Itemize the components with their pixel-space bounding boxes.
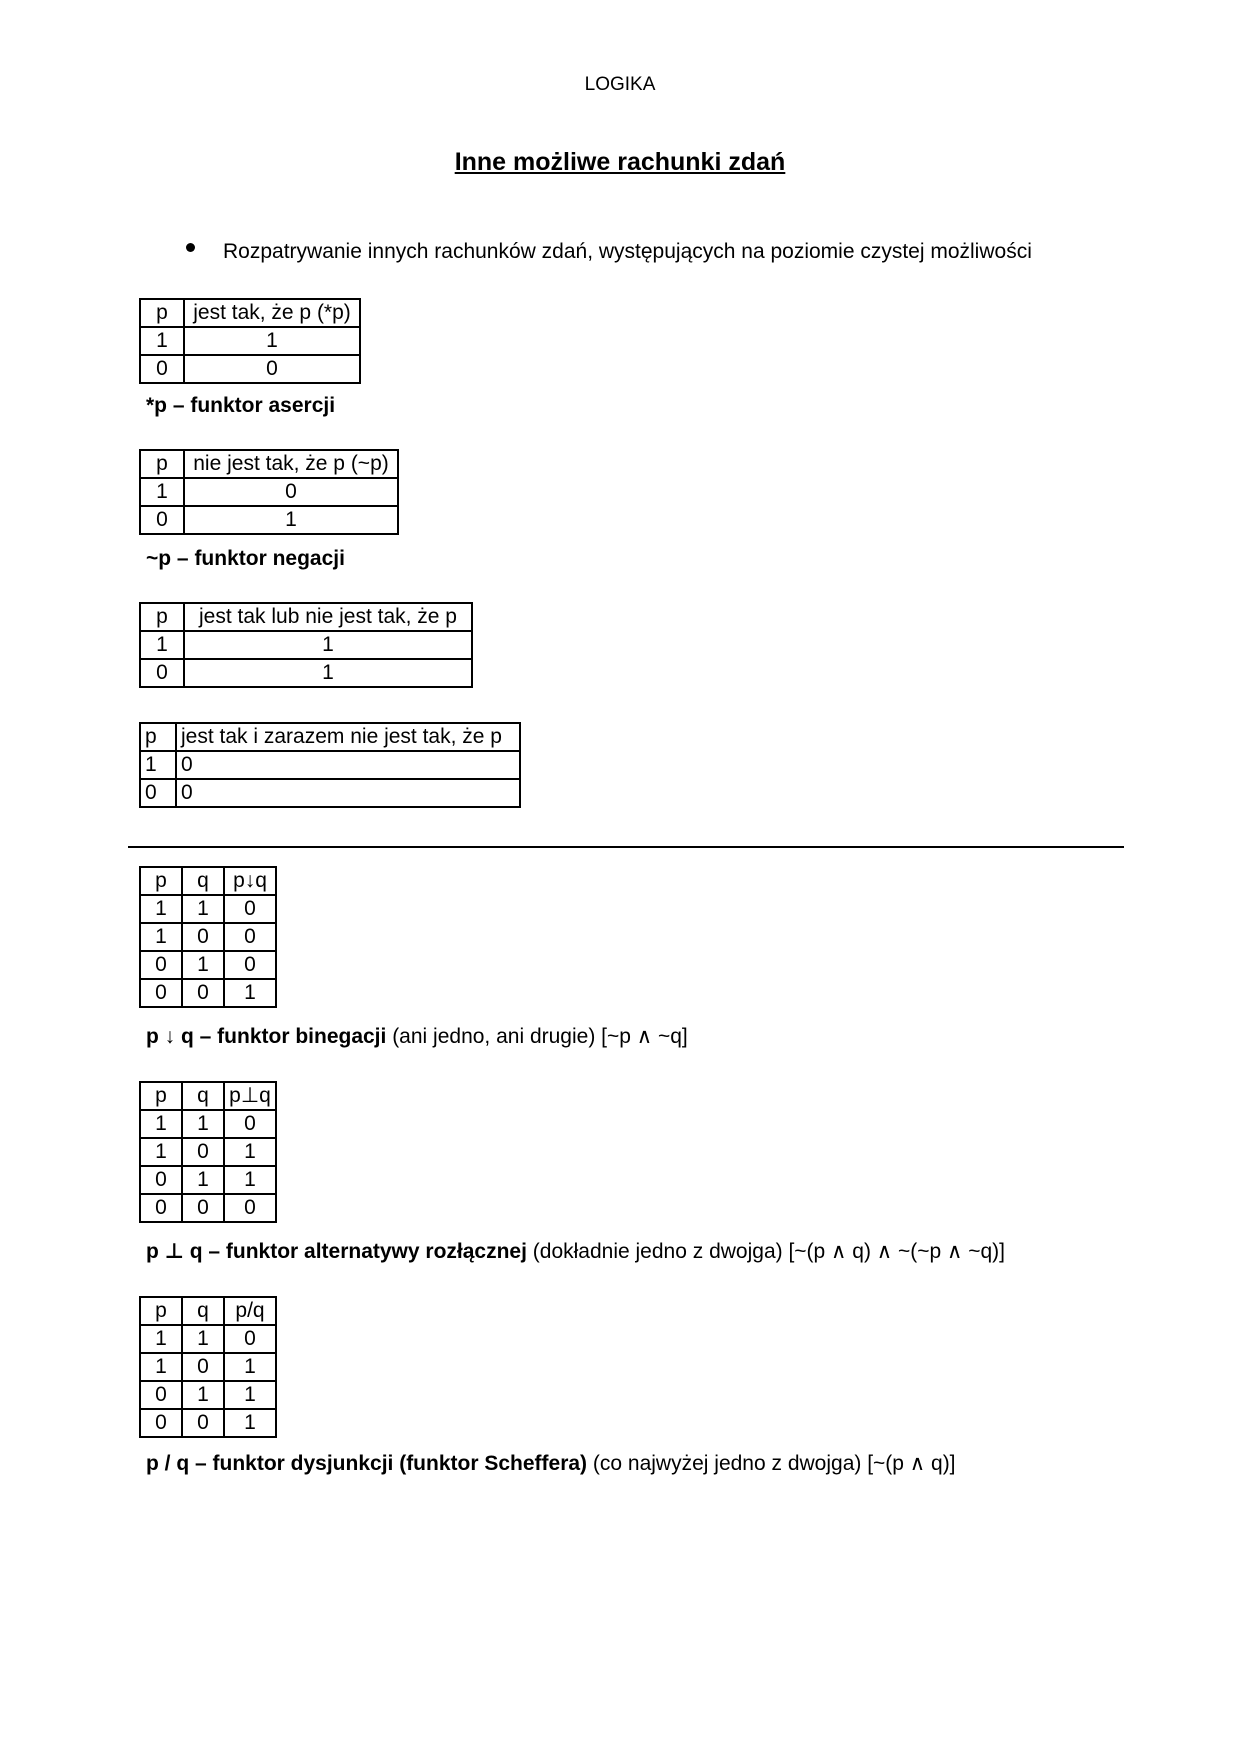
table-row bbox=[140, 1381, 276, 1409]
truth-table-contradiction bbox=[139, 722, 521, 808]
caption-assertion: *p – funktor asercji bbox=[146, 394, 336, 417]
caption-rest: (dokładnie jedno z dwojga) [~(p ∧ q) ∧ ~(~p ∧ ~q)] bbox=[526, 1240, 1005, 1263]
truth-table-assertion bbox=[139, 298, 361, 384]
truth-table-tautology bbox=[139, 602, 473, 688]
table-cell: 0 bbox=[140, 659, 184, 687]
table-row bbox=[140, 1325, 276, 1353]
table-cell: q bbox=[182, 1082, 224, 1110]
table-row bbox=[140, 779, 520, 807]
table-cell: 1 bbox=[182, 1381, 224, 1409]
caption-binegation bbox=[146, 1024, 688, 1049]
table-cell: 1 bbox=[140, 1110, 182, 1138]
table-cell: 0 bbox=[224, 951, 276, 979]
table-cell: 0 bbox=[182, 923, 224, 951]
caption-exclusive-or bbox=[146, 1239, 1005, 1264]
table-cell: 0 bbox=[140, 779, 176, 807]
table-cell: 1 bbox=[140, 1325, 182, 1353]
table-cell: p/q bbox=[224, 1297, 276, 1325]
table-cell: 0 bbox=[224, 1110, 276, 1138]
table-cell: p↓q bbox=[224, 867, 276, 895]
table-cell: 1 bbox=[140, 1138, 182, 1166]
table-cell: 1 bbox=[224, 1166, 276, 1194]
caption-bold: p ⊥ q – funktor alternatywy rozłącznej bbox=[146, 1240, 527, 1263]
table-cell: 1 bbox=[224, 1138, 276, 1166]
truth-table-binegation bbox=[139, 866, 277, 1008]
table-cell: 0 bbox=[140, 1194, 182, 1222]
table-row bbox=[140, 1297, 276, 1325]
table-cell: 0 bbox=[140, 979, 182, 1007]
table-cell: nie jest tak, że p (~p) bbox=[184, 450, 398, 478]
bullet-text: Rozpatrywanie innych rachunków zdań, występujących na poziomie czystej możliwości bbox=[223, 240, 1032, 263]
table-cell: p bbox=[140, 299, 184, 327]
table-cell: p bbox=[140, 1082, 182, 1110]
table-row bbox=[140, 867, 276, 895]
table-cell: 1 bbox=[184, 659, 472, 687]
table-cell: 0 bbox=[176, 779, 520, 807]
table-cell: 0 bbox=[182, 1138, 224, 1166]
table-cell: 1 bbox=[224, 979, 276, 1007]
table-cell: 1 bbox=[182, 1325, 224, 1353]
table-cell: jest tak lub nie jest tak, że p bbox=[184, 603, 472, 631]
table-cell: 0 bbox=[224, 923, 276, 951]
table-cell: p bbox=[140, 603, 184, 631]
caption-negation: ~p – funktor negacji bbox=[146, 547, 345, 570]
table-row bbox=[140, 1166, 276, 1194]
page-title: Inne możliwe rachunki zdań bbox=[454, 148, 786, 176]
caption-bold: p ↓ q – funktor binegacji bbox=[146, 1025, 387, 1048]
table-row bbox=[140, 659, 472, 687]
table-cell: p bbox=[140, 723, 176, 751]
table-cell: 1 bbox=[182, 1166, 224, 1194]
bullet-dot bbox=[186, 243, 195, 252]
caption-rest: (ani jedno, ani drugie) [~p ∧ ~q] bbox=[386, 1025, 688, 1048]
table-cell: 0 bbox=[182, 1409, 224, 1437]
table-cell: 0 bbox=[182, 1353, 224, 1381]
table-row bbox=[140, 327, 360, 355]
table-cell: 1 bbox=[182, 951, 224, 979]
table-row bbox=[140, 299, 360, 327]
table-cell: 0 bbox=[184, 355, 360, 383]
table-row bbox=[140, 1194, 276, 1222]
table-row bbox=[140, 506, 398, 534]
table-cell: 0 bbox=[224, 895, 276, 923]
table-cell: 1 bbox=[224, 1381, 276, 1409]
truth-table-negation bbox=[139, 449, 399, 535]
table-row bbox=[140, 979, 276, 1007]
table-cell: 0 bbox=[176, 751, 520, 779]
table-row bbox=[140, 1138, 276, 1166]
table-cell: q bbox=[182, 867, 224, 895]
table-cell: 1 bbox=[184, 327, 360, 355]
caption-rest: (co najwyżej jedno z dwojga) [~(p ∧ q)] bbox=[587, 1452, 956, 1475]
truth-table-sheffer bbox=[139, 1296, 277, 1438]
table-cell: 1 bbox=[184, 631, 472, 659]
table-row bbox=[140, 478, 398, 506]
truth-table-exclusive-or bbox=[139, 1081, 277, 1223]
table-cell: 0 bbox=[224, 1325, 276, 1353]
table-row bbox=[140, 895, 276, 923]
table-cell: 1 bbox=[182, 1110, 224, 1138]
table-row bbox=[140, 450, 398, 478]
table-cell: 1 bbox=[224, 1409, 276, 1437]
table-cell: jest tak i zarazem nie jest tak, że p bbox=[176, 723, 520, 751]
table-cell: 0 bbox=[140, 1409, 182, 1437]
table-cell: 0 bbox=[182, 979, 224, 1007]
table-cell: p bbox=[140, 450, 184, 478]
caption-bold: p / q – funktor dysjunkcji (funktor Scheffera) bbox=[146, 1452, 588, 1475]
table-cell: p bbox=[140, 867, 182, 895]
table-cell: 1 bbox=[224, 1353, 276, 1381]
table-cell: q bbox=[182, 1297, 224, 1325]
table-cell: 0 bbox=[140, 506, 184, 534]
table-row bbox=[140, 723, 520, 751]
table-cell: 1 bbox=[140, 327, 184, 355]
table-cell: 1 bbox=[140, 751, 176, 779]
table-row bbox=[140, 1409, 276, 1437]
table-cell: jest tak, że p (*p) bbox=[184, 299, 360, 327]
caption-sheffer bbox=[146, 1451, 956, 1476]
table-row bbox=[140, 603, 472, 631]
table-cell: 0 bbox=[140, 1166, 182, 1194]
table-row bbox=[140, 1110, 276, 1138]
table-cell: p⊥q bbox=[224, 1082, 276, 1110]
table-row bbox=[140, 751, 520, 779]
table-cell: 0 bbox=[140, 951, 182, 979]
page-header: LOGIKA bbox=[584, 74, 656, 95]
table-cell: 0 bbox=[182, 1194, 224, 1222]
table-cell: 1 bbox=[140, 478, 184, 506]
table-cell: 0 bbox=[140, 1381, 182, 1409]
table-cell: 0 bbox=[224, 1194, 276, 1222]
table-cell: 1 bbox=[182, 895, 224, 923]
table-cell: 1 bbox=[140, 1353, 182, 1381]
table-row bbox=[140, 1082, 276, 1110]
table-row bbox=[140, 355, 360, 383]
table-row bbox=[140, 631, 472, 659]
table-row bbox=[140, 1353, 276, 1381]
table-cell: 0 bbox=[184, 478, 398, 506]
table-cell: 1 bbox=[140, 631, 184, 659]
table-cell: 1 bbox=[140, 923, 182, 951]
table-cell: 0 bbox=[140, 355, 184, 383]
table-row bbox=[140, 923, 276, 951]
horizontal-divider bbox=[128, 846, 1124, 848]
table-cell: 1 bbox=[184, 506, 398, 534]
table-row bbox=[140, 951, 276, 979]
table-cell: p bbox=[140, 1297, 182, 1325]
table-cell: 1 bbox=[140, 895, 182, 923]
